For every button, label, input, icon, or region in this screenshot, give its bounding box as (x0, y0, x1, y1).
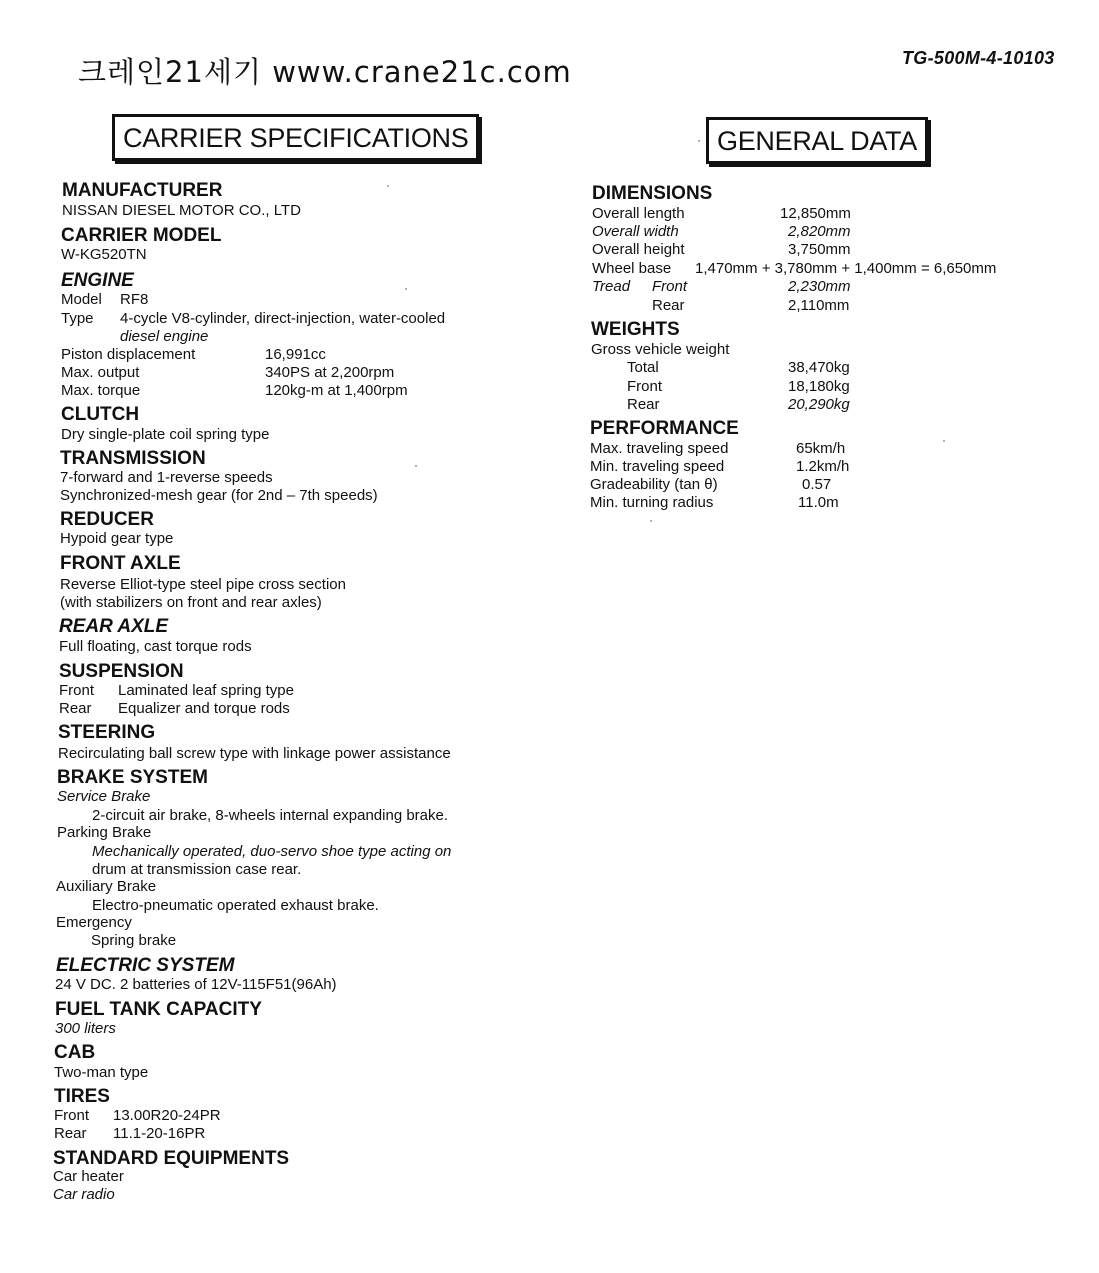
overall-width-value: 2,820mm (788, 223, 851, 240)
gradeability-label: Gradeability (tan θ) (590, 476, 718, 493)
parking-brake-line1: Mechanically operated, duo-servo shoe type acting on (92, 843, 452, 860)
equipment-car-heater: Car heater (53, 1168, 124, 1185)
fuel-tank-heading: FUEL TANK CAPACITY (55, 999, 262, 1020)
scan-speck (650, 520, 652, 522)
parking-brake-label: Parking Brake (57, 824, 152, 841)
reducer-value: Hypoid gear type (60, 530, 174, 547)
manufacturer-heading: MANUFACTURER (62, 180, 223, 201)
weights-heading: WEIGHTS (591, 319, 680, 340)
scan-speck (698, 140, 700, 142)
overall-height-label: Overall height (592, 241, 685, 258)
rear-axle-value: Full floating, cast torque rods (59, 638, 252, 655)
max-torque-value: 120kg-m at 1,400rpm (265, 382, 408, 399)
rear-axle-heading: REAR AXLE (59, 616, 169, 637)
service-brake-value: 2-circuit air brake, 8-wheels internal expanding brake. (92, 807, 449, 824)
overall-width-label: Overall width (592, 223, 679, 240)
piston-displacement-value: 16,991cc (265, 346, 326, 363)
wheel-base-value: 1,470mm + 3,780mm + 1,400mm = 6,650mm (695, 260, 997, 277)
tread-label: Tread (592, 278, 631, 295)
front-axle-line2: (with stabilizers on front and rear axles) (60, 594, 322, 611)
transmission-line1: 7-forward and 1-reverse speeds (60, 469, 273, 486)
weight-total-label: Total (627, 359, 659, 376)
reducer-heading: REDUCER (60, 509, 154, 530)
scan-speck (387, 185, 389, 187)
gradeability-value: 0.57 (802, 476, 832, 493)
weight-rear-label: Rear (627, 396, 660, 413)
max-output-label: Max. output (61, 364, 140, 381)
manufacturer-value: NISSAN DIESEL MOTOR CO., LTD (62, 202, 301, 219)
weight-total-value: 38,470kg (788, 359, 850, 376)
tires-heading: TIRES (54, 1086, 110, 1107)
engine-type-label: Type (61, 310, 94, 327)
suspension-rear-value: Equalizer and torque rods (118, 700, 290, 717)
weight-front-value: 18,180kg (788, 378, 850, 395)
carrier-model-heading: CARRIER MODEL (61, 225, 222, 246)
engine-type-line2: diesel engine (120, 328, 209, 345)
service-brake-label: Service Brake (57, 788, 151, 805)
overall-length-label: Overall length (592, 205, 685, 222)
overall-height-value: 3,750mm (788, 241, 851, 258)
brake-system-heading: BRAKE SYSTEM (57, 767, 208, 788)
front-axle-heading: FRONT AXLE (60, 553, 181, 574)
steering-value: Recirculating ball screw type with linkage power assistance (58, 745, 451, 762)
emergency-brake-label: Emergency (56, 914, 132, 931)
tires-rear-label: Rear (54, 1125, 87, 1142)
steering-heading: STEERING (58, 722, 156, 743)
transmission-line2: Synchronized-mesh gear (for 2nd – 7th speeds) (60, 487, 378, 504)
overall-length-value: 12,850mm (780, 205, 851, 222)
tread-rear-value: 2,110mm (788, 297, 850, 314)
dimensions-heading: DIMENSIONS (592, 183, 713, 204)
parking-brake-line2: drum at transmission case rear. (92, 861, 302, 878)
suspension-front-value: Laminated leaf spring type (118, 682, 294, 699)
standard-equipments-heading: STANDARD EQUIPMENTS (53, 1148, 290, 1169)
min-turning-radius-label: Min. turning radius (590, 494, 714, 511)
auxiliary-brake-label: Auxiliary Brake (56, 878, 157, 895)
suspension-heading: SUSPENSION (59, 661, 184, 682)
max-traveling-speed-value: 65km/h (796, 440, 846, 457)
suspension-rear-label: Rear (59, 700, 92, 717)
carrier-specifications-title: CARRIER SPECIFICATIONS (112, 114, 479, 161)
general-data-title: GENERAL DATA (706, 117, 928, 164)
cab-value: Two-man type (54, 1064, 149, 1081)
engine-heading: ENGINE (61, 270, 134, 291)
scan-speck (415, 465, 417, 467)
max-output-value: 340PS at 2,200rpm (265, 364, 395, 381)
scan-speck (943, 440, 945, 442)
min-traveling-speed-value: 1.2km/h (796, 458, 850, 475)
tread-front-label: Front (652, 278, 688, 295)
suspension-front-label: Front (59, 682, 95, 699)
document-id: TG-500M-4-10103 (902, 48, 1055, 68)
wheel-base-label: Wheel base (592, 260, 672, 277)
tread-rear-label: Rear (652, 297, 685, 314)
tires-rear-value: 11.1-20-16PR (113, 1125, 206, 1142)
gross-vehicle-weight-label: Gross vehicle weight (591, 341, 730, 358)
electric-system-value: 24 V DC. 2 batteries of 12V-115F51(96Ah) (55, 976, 337, 993)
front-axle-line1: Reverse Elliot-type steel pipe cross section (60, 576, 346, 593)
performance-heading: PERFORMANCE (590, 418, 739, 439)
transmission-heading: TRANSMISSION (60, 448, 206, 469)
electric-system-heading: ELECTRIC SYSTEM (56, 955, 235, 976)
site-watermark: 크레인21세기 www.crane21c.com (78, 55, 572, 89)
max-torque-label: Max. torque (61, 382, 141, 399)
min-traveling-speed-label: Min. traveling speed (590, 458, 725, 475)
clutch-heading: CLUTCH (61, 404, 140, 425)
fuel-tank-value: 300 liters (55, 1020, 116, 1037)
piston-displacement-label: Piston displacement (61, 346, 196, 363)
max-traveling-speed-label: Max. traveling speed (590, 440, 729, 457)
equipment-car-radio: Car radio (53, 1186, 115, 1203)
clutch-value: Dry single-plate coil spring type (61, 426, 270, 443)
scan-speck (405, 288, 407, 290)
weight-front-label: Front (627, 378, 663, 395)
tires-front-value: 13.00R20-24PR (113, 1107, 221, 1124)
tires-front-label: Front (54, 1107, 90, 1124)
cab-heading: CAB (54, 1042, 96, 1063)
engine-type-line1: 4-cycle V8-cylinder, direct-injection, water-cooled (120, 310, 446, 327)
engine-model-label: Model (61, 291, 102, 308)
tread-front-value: 2,230mm (788, 278, 851, 295)
engine-model-value: RF8 (120, 291, 149, 308)
min-turning-radius-value: 11.0m (798, 494, 839, 511)
weight-rear-value: 20,290kg (788, 396, 850, 413)
carrier-model-value: W-KG520TN (61, 246, 147, 263)
emergency-brake-value: Spring brake (91, 932, 177, 949)
auxiliary-brake-value: Electro-pneumatic operated exhaust brake. (92, 897, 379, 914)
